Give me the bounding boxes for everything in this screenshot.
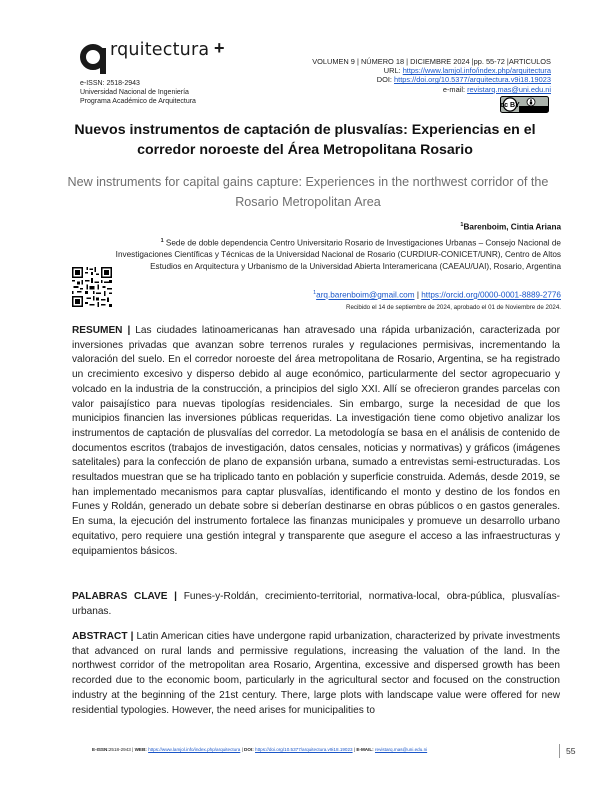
page-number-divider — [559, 744, 560, 758]
arquitectura-logo-icon — [80, 40, 110, 74]
resumen-label: RESUMEN | — [72, 325, 136, 336]
university: Universidad Nacional de Ingeniería — [80, 89, 189, 97]
footer-doi-link[interactable]: https://doi.org/10.5377/arquitectura.v9i18.19023 — [255, 747, 353, 752]
received-date: Recibido el 14 de septiembre de 2024, aprobado el 01 de Noviembre de 2024. — [346, 304, 561, 311]
qr-code-icon — [72, 267, 112, 307]
keywords-paragraph — [72, 590, 560, 619]
doi-link[interactable]: https://doi.org/10.5377/arquitectura.v9i18.19023 — [394, 75, 551, 85]
volume-line: VOLUMEN 9 | NÚMERO 18 | DICIEMBRE 2024 |pp. 55-72 |ARTICULOS — [312, 57, 551, 66]
logo-wordmark: rquitectura — [110, 40, 210, 60]
journal-email-link[interactable]: revistarq.mas@uni.edu.ni — [467, 84, 551, 94]
footer-web-link[interactable]: https://www.lamjol.info/index.php/arquitectura — [148, 747, 241, 752]
issn: e-ISSN: 2518-2943 — [80, 80, 140, 87]
creative-commons-by-icon[interactable] — [500, 96, 549, 113]
author-affiliation: $^1$ Sede de doble dependencia Centro Universitario Rosario de Investigaciones Urbanas – Consejo Nacional de Investigaciones Científicas y Técnicas de la Universidad Nacional de Rosario (CURDIUR-CONICET/UNR), Centro de Altos Estudios en Arquitectura y Urbanismo de la Universidad Abierta Interamericana (CAEAU/UAI), Rosario, Argentina — [115, 238, 561, 271]
url-line: URL: https://www.lamjol.info/index.php/arquitectura — [383, 66, 551, 76]
page-footer: E-ISSN:2518-2943 | WEB: https://www.lamjol.info/index.php/arquitectura | DOI: https://doi.org/10.5377/arquitectura.v9i18.19023 | E-MAIL: revistarq.mas@uni.edu.ni — [92, 747, 428, 752]
footer-issn: 2518-2943 — [108, 747, 131, 752]
email-line: e-mail: revistarq.mas@uni.edu.ni — [442, 84, 551, 94]
logo-plus: + — [214, 38, 225, 58]
resumen-paragraph — [72, 324, 560, 559]
journal-logo — [80, 40, 230, 80]
journal-url-link[interactable]: https://www.lamjol.info/index.php/arquitectura — [402, 66, 551, 76]
issue-info — [312, 57, 551, 94]
footer-email-link[interactable]: revistarq.mas@uni.edu.ni — [374, 747, 428, 752]
journal-info — [80, 79, 196, 107]
program: Programa Académico de Arquitectura — [80, 98, 196, 106]
cc-badge-text: cc BY — [500, 102, 520, 109]
abstract-paragraph — [72, 630, 560, 718]
resumen-text: Las ciudades latinoamericanas han atravesado una rápida urbanización, caracterizada por inversiones privadas que avanzan sobre terrenos rurales y regulaciones permisivas, incrementando la valoración del suelo. En el corredor noroeste del área metropolitana de Rosario, Argentina, se ha registrado un crecimiento excesivo y disperso debido al auge económico, particularmente del sector agropecuario y volcado en la industria de la construcción, a principios del siglo XXI. Allí se ofrecieron grandes parcelas con valor paisajístico para nuevas tipologías residenciales. Sin embargo, surge la necesidad de que los municipios financien las inversiones públicas requeridas. La investigación tiene como objetivo analizar los instrumentos de captación de plusvalías del corredor. La metodología se basa en el análisis de contenido de documentos escritos (trabajos de investigación, datos censales, noticias y normativas) y gráficos (imágenes satelitales) para la confección de plano de expansión urbana, sumado a entrevistas semi-estructuradas. Los resultados muestran que se ha triplicado tanto en población y superficie construida. Además, desde 2019, se han implementado mecanismos para captar plusvalías, identificando el monto y destino de los fondos en Funes y Roldán, generado un debate sobre si deberían destinarse en obras públicos o en gastos generales. En suma, la ejecución del instrumento fortalece las finanzas municipales y promueve un desarrollo urbano equitativo, pero requiere una gestión integral y transparente que asegure el acceso a las infraestructuras y equipamientos básicos. — [72, 325, 560, 557]
abstract-label: ABSTRACT | — [72, 631, 137, 642]
abstract-text: Latin American cities have undergone rapid urbanization, characterized by private investments that advanced on rural lands and permissive regulations, increasing the valuation of the land. In the northwest corridor of the metropolitan area Rosario, Argentina, excessive and dispersed growth has been recorded due to the economic boom, particularly in the agricultural sector and focused on the construction industry at the beginning of the 21st century. There, large plots with landscape value were offered for new residential typologies. However, the need arises for municipalities to — [72, 631, 560, 716]
author-contact: $^1$arq.barenboim@gmail.com | https://orcid.org/0000-0001-8889-2776 — [313, 290, 561, 300]
doi-line: DOI: https://doi.org/10.5377/arquitectura.v9i18.19023 — [376, 75, 551, 85]
page-number: 55 — [566, 746, 576, 756]
orcid-link[interactable]: https://orcid.org/0000-0001-8889-2776 — [421, 290, 561, 300]
keywords-label: PALABRAS CLAVE | — [72, 591, 184, 602]
author-email-link[interactable]: arq.barenboim@gmail.com — [316, 290, 415, 300]
article-title: Nuevos instrumentos de captación de plusvalías: Experiencias en el corredor noroeste del Área Metropolitana Rosario — [74, 122, 536, 158]
keywords-text: Funes-y-Roldán, crecimiento-territorial, normativa-local, obra-pública, plusvalías-urbanas. — [72, 591, 560, 617]
article-subtitle: New instruments for capital gains capture: Experiences in the northwest corridor of the Rosario Metropolitan Area — [67, 175, 549, 209]
author-name: $^1$Barenboim, Cintia Ariana — [460, 222, 561, 232]
